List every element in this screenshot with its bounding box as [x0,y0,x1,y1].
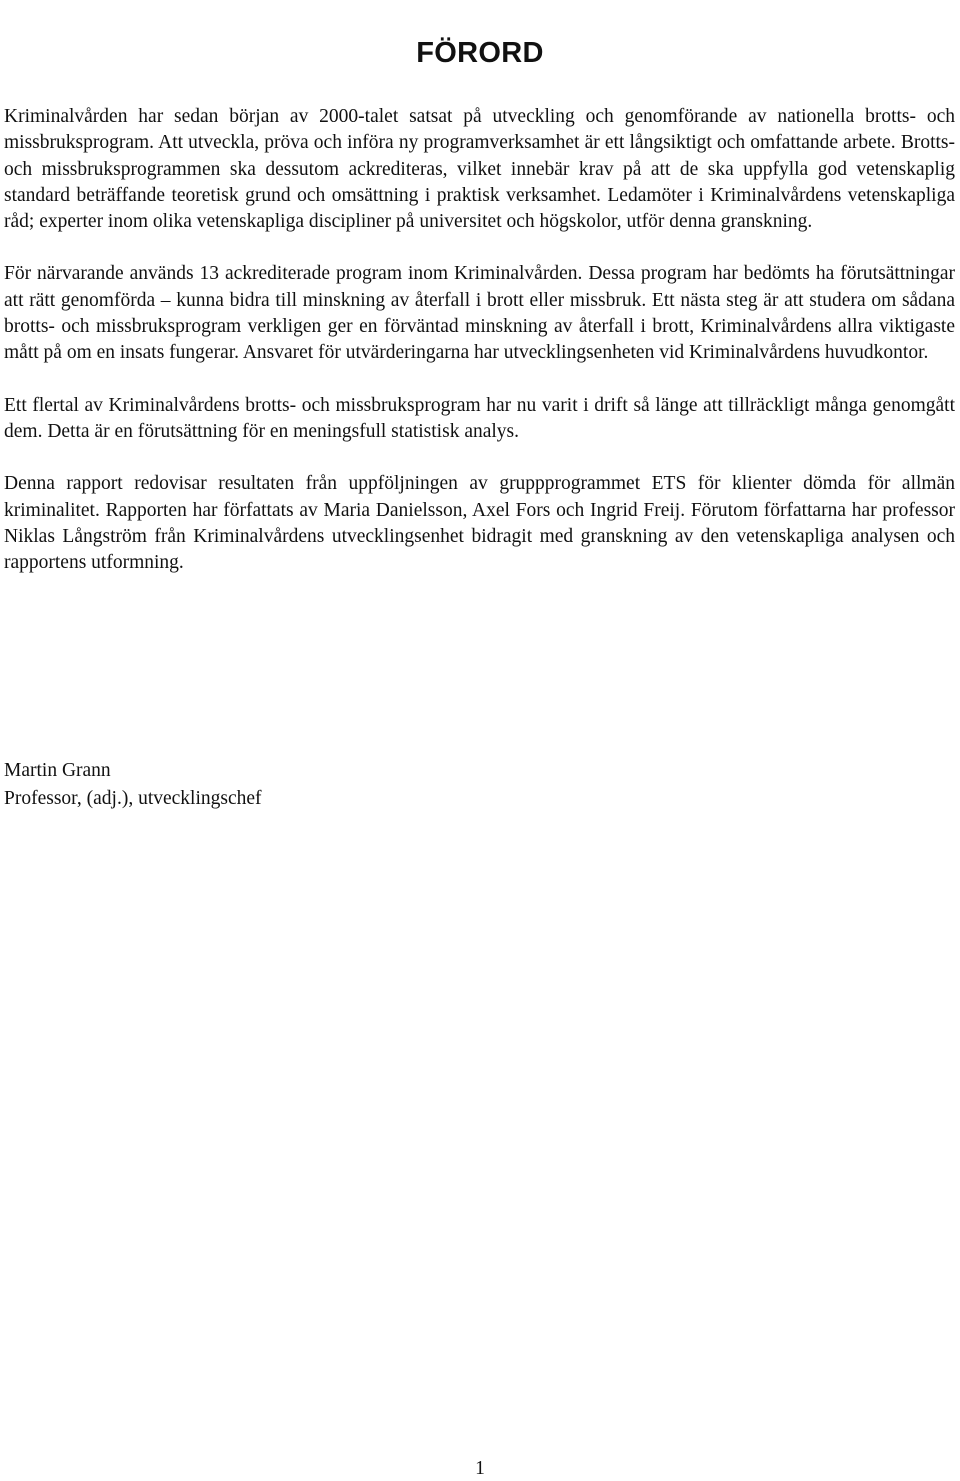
signature-block [4,757,262,813]
document-body [4,104,955,602]
page-number: 1 [475,1458,485,1479]
signature-name: Martin Grann [4,760,111,781]
signature-role: Professor, (adj.), utvecklingschef [4,788,262,809]
paragraph-report: Denna rapport redovisar resultaten från uppföljningen av gruppprogrammet ETS för klienter dömda för allmän kriminalitet. Rapporten har författats av Maria Danielsson, Axel Fors och Ingrid Freij. Förutom författarna har professor Niklas Långström från Kriminalvårdens utvecklingsenhet bidragit med granskning av den vetenskapliga analysen och rapportens utformning. [4,473,955,574]
page-title: FÖRORD [416,37,544,70]
paragraph-intro: Kriminalvården har sedan början av 2000-talet satsat på utveckling och genomförande av nationella brotts- och missbruksprogram. Att utveckla, pröva och införa ny programverksamhet är ett långsiktigt och omfattande arbete. Brotts- och missbruksprogrammen ska dessutom ackrediteras, vilket innebär krav på att de ska uppfylla god vetenskaplig standard beträffande teoretisk grund och omsättning i praktisk verksamhet. Ledamöter i Kriminalvårdens vetenskapliga råd; experter inom olika vetenskapliga discipliner på universitet och högskolor, utför denna granskning. [4,106,955,233]
paragraph-statistics: Ett flertal av Kriminalvårdens brotts- och missbruksprogram har nu varit i drift så länge att tillräckligt många genomgått dem. Detta är en förutsättning för en meningsfull statistisk analys. [4,394,955,442]
paragraph-programs: För närvarande används 13 ackrediterade program inom Kriminalvården. Dessa program har bedömts ha förutsättningar att rätt genomförda – kunna bidra till minskning av återfall i brott eller missbruk. Ett nästa steg är att studera om sådana brotts- och missbruksprogram verkligen ger en förväntad minskning av återfall i brott, Kriminalvårdens allra viktigaste mått på om en insats fungerar. Ansvaret för utvärderingarna har utvecklingsenheten vid Kriminalvårdens huvudkontor. [4,263,955,364]
